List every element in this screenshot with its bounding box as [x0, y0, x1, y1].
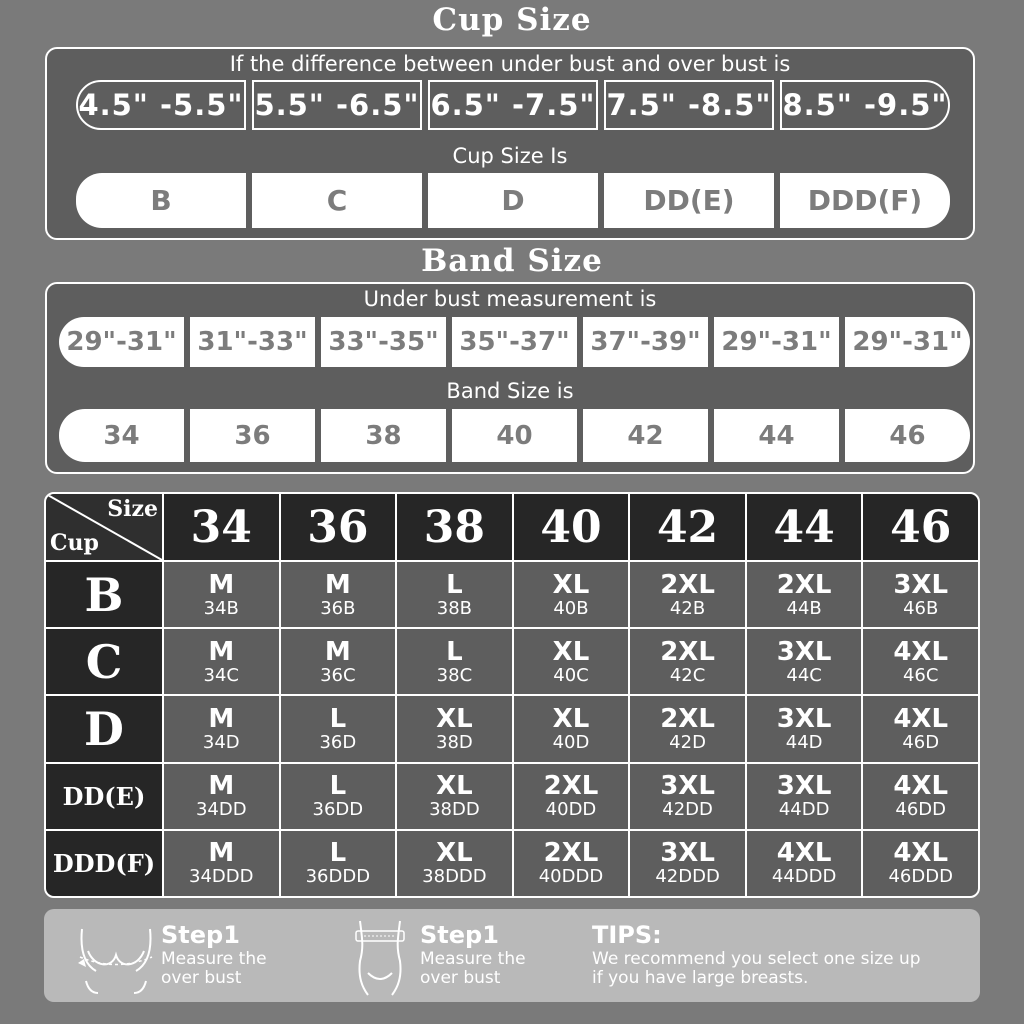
bra-size-code: 34DDD — [189, 866, 254, 888]
band-size-is-caption: Band Size is — [446, 379, 574, 403]
band-size-panel — [45, 282, 975, 474]
size-cell — [281, 764, 396, 829]
size-cell — [164, 696, 279, 761]
cup-row-header: B — [46, 562, 162, 627]
size-label: 4XL — [893, 838, 949, 869]
cup-letter-pill: DDD(F) — [780, 173, 950, 228]
cup-row-header: DDD(F) — [46, 831, 162, 896]
bra-size-code: 42DD — [662, 799, 713, 821]
size-label: XL — [436, 838, 473, 869]
tips-line2: if you have large breasts. — [592, 968, 809, 988]
band-range-pill: 29"-31" — [59, 317, 184, 367]
size-cell — [863, 629, 978, 694]
size-cell — [397, 696, 512, 761]
size-cell — [863, 764, 978, 829]
size-label: L — [329, 771, 347, 802]
size-cell — [164, 831, 279, 896]
size-label: XL — [552, 569, 590, 600]
cup-letter-pill: DD(E) — [604, 173, 774, 228]
bra-size-code: 44B — [786, 597, 822, 619]
size-label: M — [324, 569, 351, 600]
size-label: XL — [436, 703, 473, 734]
tips-bar — [44, 909, 980, 1002]
cup-row-header: DD(E) — [46, 764, 162, 829]
cup-difference-caption: If the difference between under bust and over bust is — [229, 52, 791, 76]
bra-size-code: 40D — [552, 731, 590, 753]
under-bust-caption: Under bust measurement is — [363, 287, 657, 311]
cup-row-header: C — [46, 629, 162, 694]
size-label: 4XL — [893, 771, 949, 802]
step-b-title: Step1 — [420, 921, 499, 949]
size-cell — [514, 764, 629, 829]
size-cell — [747, 696, 862, 761]
size-cell — [514, 629, 629, 694]
size-cell — [514, 696, 629, 761]
bra-size-code: 36C — [320, 664, 356, 686]
size-cell — [164, 629, 279, 694]
bra-size-code: 34B — [203, 597, 239, 619]
size-cell — [630, 764, 745, 829]
size-label: 2XL — [543, 838, 599, 869]
size-label: 3XL — [776, 703, 832, 734]
size-label: M — [208, 636, 235, 667]
size-table — [44, 492, 980, 898]
step-a-line2: over bust — [161, 968, 242, 988]
waist-measure-icon — [350, 917, 410, 997]
band-range-pill: 37"-39" — [583, 317, 708, 367]
bra-size-code: 36DD — [312, 799, 364, 821]
size-cell — [863, 696, 978, 761]
size-cell — [630, 562, 745, 627]
size-cell — [281, 696, 396, 761]
bra-size-code: 38C — [436, 664, 473, 686]
size-label: 2XL — [660, 636, 715, 667]
band-column-header: 36 — [281, 494, 396, 560]
size-cell — [863, 562, 978, 627]
bra-size-code: 44DD — [778, 799, 830, 821]
band-size-title: Band Size — [421, 243, 603, 279]
size-label: 2XL — [660, 703, 715, 734]
bra-size-code: 44C — [786, 664, 822, 686]
bra-size-code: 46C — [902, 664, 939, 686]
size-label: M — [208, 703, 235, 734]
size-cell — [630, 629, 745, 694]
band-number-pill: 34 — [59, 409, 184, 462]
size-cell — [514, 562, 629, 627]
band-column-header: 42 — [630, 494, 745, 560]
size-cell — [747, 831, 862, 896]
band-range-pill: 29"-31" — [845, 317, 970, 367]
cup-range-pill: 5.5" -6.5" — [252, 80, 422, 130]
table-corner — [46, 494, 162, 560]
size-label: M — [208, 771, 235, 802]
size-label: 2XL — [776, 569, 832, 600]
step-a-line1: Measure the — [161, 949, 267, 969]
size-label: L — [446, 569, 463, 600]
bra-size-code: 46B — [903, 597, 939, 619]
band-column-header: 44 — [747, 494, 862, 560]
bra-size-code: 36B — [320, 597, 356, 619]
band-column-header: 34 — [164, 494, 279, 560]
bra-size-code: 46D — [902, 731, 940, 753]
bra-size-code: 36D — [319, 731, 357, 753]
bra-size-code: 38DDD — [422, 866, 487, 888]
band-column-header: 46 — [863, 494, 978, 560]
cup-size-is-caption: Cup Size Is — [452, 144, 568, 168]
bra-size-code: 36DDD — [305, 866, 371, 888]
band-range-pill: 35"-37" — [452, 317, 577, 367]
size-label: 2XL — [543, 771, 599, 802]
size-label: 3XL — [660, 838, 715, 869]
bra-size-code: 46DD — [895, 799, 947, 821]
bra-size-code: 40DDD — [538, 866, 604, 888]
size-cell — [630, 696, 745, 761]
size-label: L — [329, 703, 347, 734]
tips-title: TIPS: — [592, 921, 662, 949]
bra-size-code: 34C — [203, 664, 240, 686]
band-range-pill: 31"-33" — [190, 317, 315, 367]
size-label: 4XL — [893, 636, 949, 667]
bra-size-code: 42D — [669, 731, 706, 753]
bra-size-code: 42B — [669, 597, 706, 619]
band-number-pill: 38 — [321, 409, 446, 462]
size-cell — [281, 831, 396, 896]
corner-cup-label: Cup — [50, 530, 99, 556]
size-label: 3XL — [776, 771, 832, 802]
bra-size-code: 46DDD — [888, 866, 953, 888]
size-cell — [397, 629, 512, 694]
band-range-pill: 29"-31" — [714, 317, 839, 367]
size-cell — [747, 764, 862, 829]
cup-letter-row — [76, 173, 950, 228]
cup-letter-pill: D — [428, 173, 598, 228]
tips-line1: We recommend you select one size up — [592, 949, 921, 969]
size-label: 4XL — [776, 838, 832, 869]
cup-range-pill: 7.5" -8.5" — [604, 80, 774, 130]
size-label: L — [329, 838, 347, 869]
bra-size-code: 40C — [553, 664, 589, 686]
cup-size-panel — [45, 47, 975, 240]
bra-size-code: 38DD — [429, 799, 480, 821]
band-range-row — [59, 317, 970, 367]
size-cell — [397, 562, 512, 627]
band-number-pill: 36 — [190, 409, 315, 462]
cup-range-row — [76, 80, 950, 130]
band-range-pill: 33"-35" — [321, 317, 446, 367]
size-label: M — [208, 838, 235, 869]
size-label: 3XL — [660, 771, 715, 802]
band-number-pill: 40 — [452, 409, 577, 462]
band-number-pill: 42 — [583, 409, 708, 462]
step-a-title: Step1 — [161, 921, 240, 949]
corner-size-label: Size — [107, 496, 158, 522]
size-cell — [164, 764, 279, 829]
size-cell — [397, 764, 512, 829]
size-label: XL — [552, 636, 590, 667]
size-label: 3XL — [893, 569, 949, 600]
band-column-header: 38 — [397, 494, 512, 560]
cup-range-pill: 8.5" -9.5" — [780, 80, 950, 130]
cup-letter-pill: C — [252, 173, 422, 228]
band-column-header: 40 — [514, 494, 629, 560]
band-number-row — [59, 409, 970, 462]
bra-size-code: 42C — [669, 664, 706, 686]
size-label: 2XL — [660, 569, 715, 600]
size-label: M — [324, 636, 351, 667]
band-number-pill: 44 — [714, 409, 839, 462]
size-cell — [863, 831, 978, 896]
cup-range-pill: 4.5" -5.5" — [76, 80, 246, 130]
size-cell — [281, 562, 396, 627]
bra-size-code: 38B — [436, 597, 473, 619]
size-cell — [747, 629, 862, 694]
bra-size-code: 40DD — [545, 799, 597, 821]
size-label: L — [446, 636, 463, 667]
band-number-pill: 46 — [845, 409, 970, 462]
size-cell — [281, 629, 396, 694]
size-cell — [747, 562, 862, 627]
size-label: XL — [552, 703, 590, 734]
bra-size-code: 40B — [553, 597, 589, 619]
size-label: 4XL — [893, 703, 949, 734]
cup-letter-pill: B — [76, 173, 246, 228]
size-cell — [630, 831, 745, 896]
bust-measure-icon — [74, 919, 158, 995]
size-cell — [397, 831, 512, 896]
bra-size-code: 44D — [785, 731, 823, 753]
size-cell — [514, 831, 629, 896]
size-label: 3XL — [776, 636, 832, 667]
cup-size-title: Cup Size — [432, 2, 592, 38]
bra-size-code: 38D — [436, 731, 473, 753]
bra-size-code: 34D — [202, 731, 240, 753]
cup-row-header: D — [46, 696, 162, 761]
size-label: XL — [436, 771, 473, 802]
step-b-line1: Measure the — [420, 949, 526, 969]
bra-size-code: 34DD — [195, 799, 247, 821]
bra-size-code: 44DDD — [771, 866, 837, 888]
size-label: M — [208, 569, 235, 600]
cup-range-pill: 6.5" -7.5" — [428, 80, 598, 130]
bra-size-code: 42DDD — [655, 866, 720, 888]
step-b-line2: over bust — [420, 968, 501, 988]
size-cell — [164, 562, 279, 627]
